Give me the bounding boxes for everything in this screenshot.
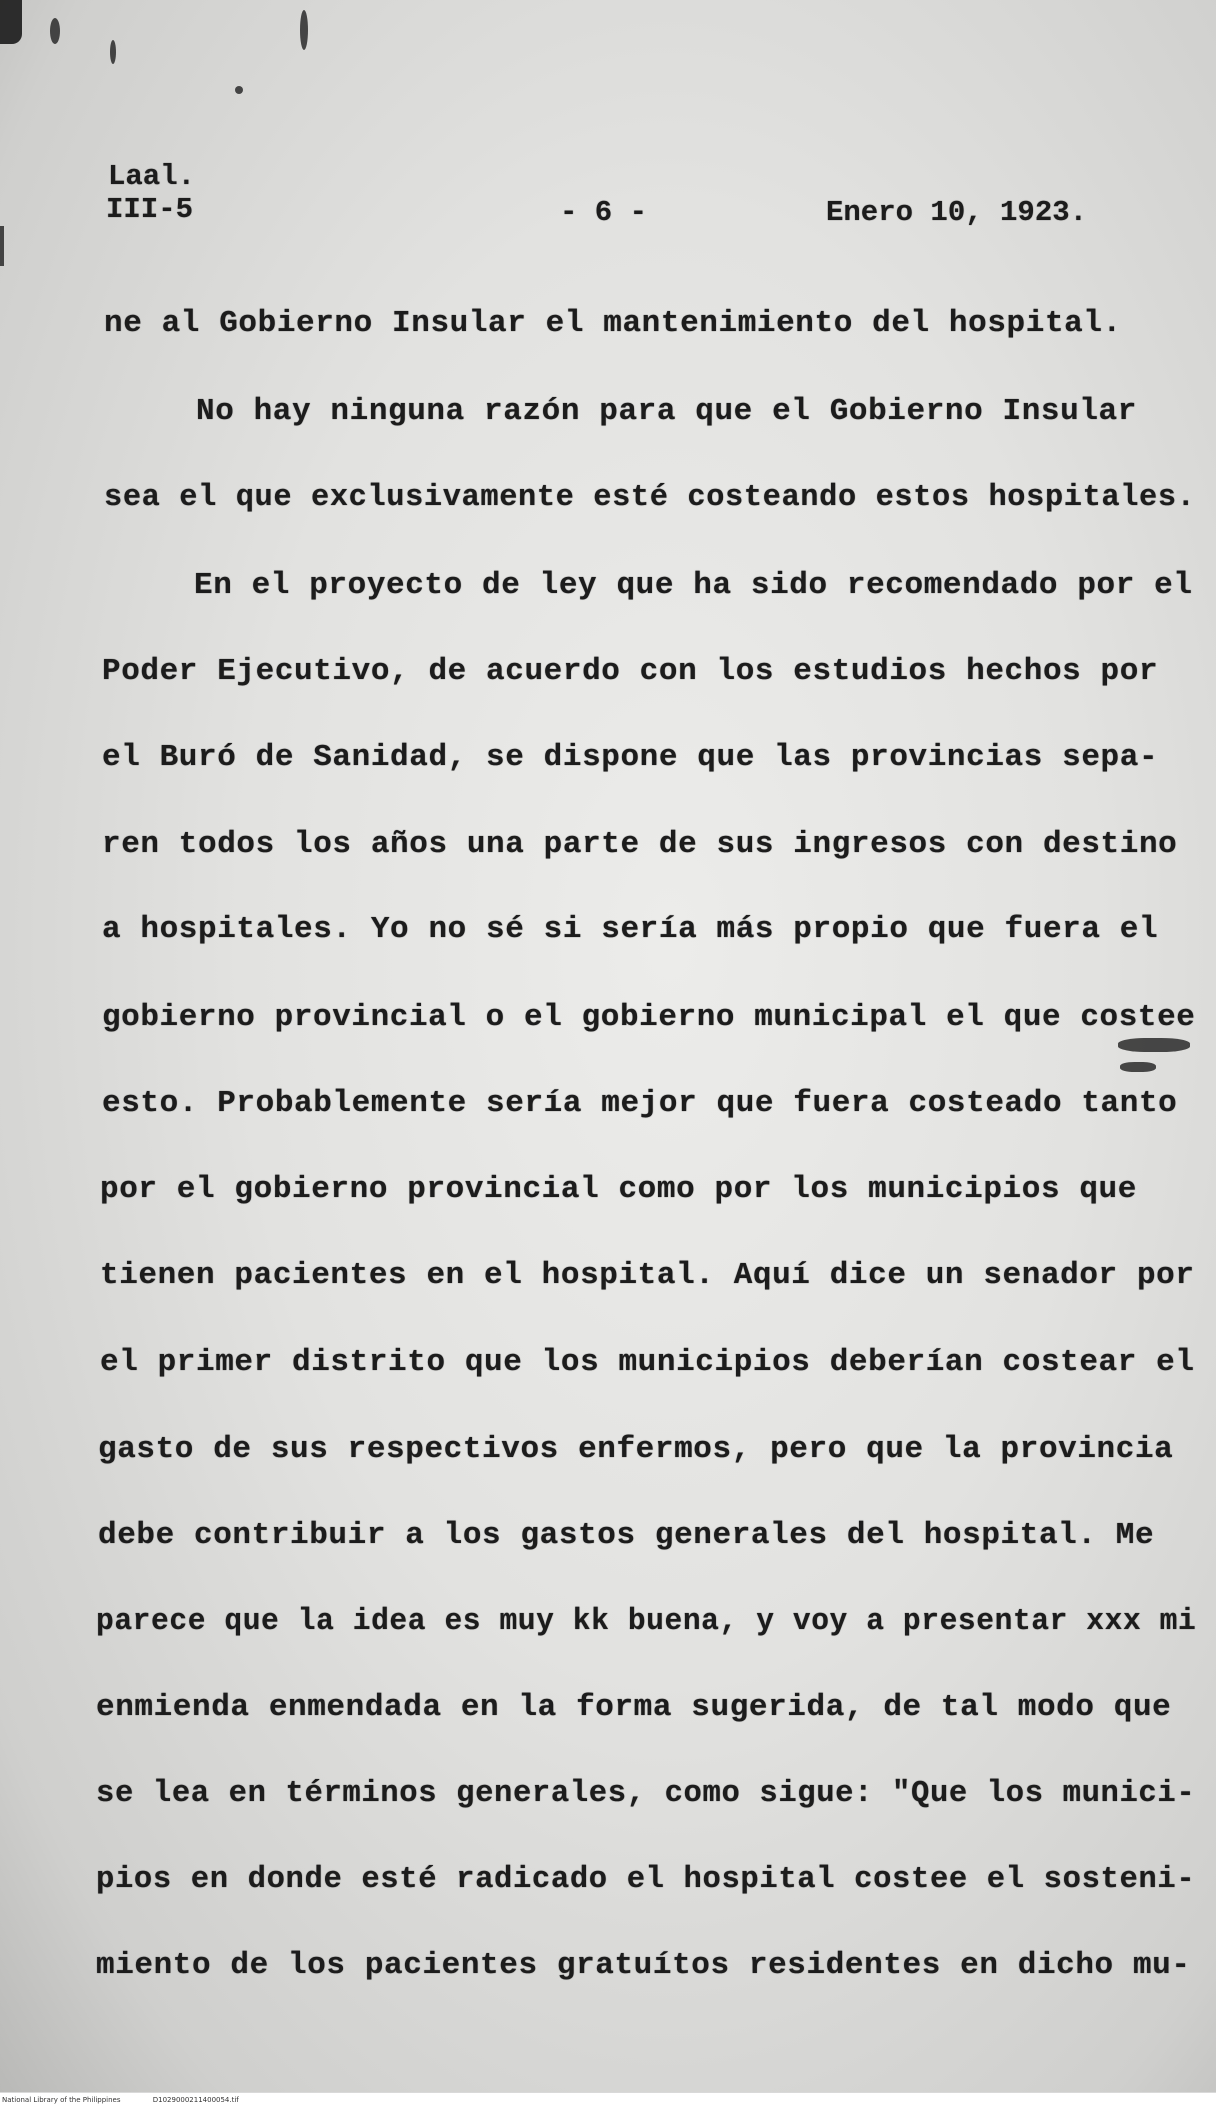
scan-artifact xyxy=(1118,1038,1190,1052)
scan-artifact xyxy=(110,40,116,64)
text-line: esto. Probablemente sería mejor que fuera costeado tanto xyxy=(102,1086,1178,1121)
text-line: parece que la idea es muy kk buena, y voy a presentar xxx mi xyxy=(96,1604,1197,1639)
scan-artifact xyxy=(0,226,4,266)
scan-artifact xyxy=(1120,1062,1156,1072)
text-line: sea el que exclusivamente esté costeando estos hospitales. xyxy=(104,480,1196,515)
text-line: miento de los pacientes gratuítos residentes en dicho mu- xyxy=(96,1948,1191,1983)
text-line: gasto de sus respectivos enfermos, pero que la provincia xyxy=(98,1432,1174,1467)
text-line: tienen pacientes en el hospital. Aquí dice un senador por xyxy=(100,1258,1195,1293)
text-line: el primer distrito que los municipios deberían costear el xyxy=(100,1345,1195,1380)
header-date: Enero 10, 1923. xyxy=(826,196,1088,229)
scan-artifact xyxy=(235,86,243,94)
scan-footer xyxy=(0,2093,1216,2108)
scan-artifact xyxy=(300,10,308,50)
scan-artifact xyxy=(0,0,22,44)
text-line: a hospitales. Yo no sé si sería más propio que fuera el xyxy=(102,912,1159,947)
text-line: No hay ninguna razón para que el Gobierno Insular xyxy=(196,394,1137,429)
footer-reference: D1029000211400054.tif xyxy=(152,2096,239,2104)
header-ref-line2: III-5 xyxy=(106,193,194,226)
text-line: ne al Gobierno Insular el mantenimiento del hospital. xyxy=(104,306,1122,341)
scan-artifact xyxy=(50,18,60,44)
header-ref-line1: Laal. xyxy=(108,160,196,193)
footer-source: National Library of the Philippines xyxy=(2,2096,121,2104)
text-line: debe contribuir a los gastos generales del hospital. Me xyxy=(98,1518,1155,1553)
text-line: Poder Ejecutivo, de acuerdo con los estudios hechos por xyxy=(102,654,1159,689)
text-line: En el proyecto de ley que ha sido recomendado por el xyxy=(194,568,1193,603)
text-line: gobierno provincial o el gobierno municipal el que costee xyxy=(102,1000,1196,1035)
text-line: el Buró de Sanidad, se dispone que las provincias sepa- xyxy=(102,740,1159,775)
text-line: pios en donde esté radicado el hospital costee el sosteni- xyxy=(96,1862,1196,1897)
text-line: ren todos los años una parte de sus ingresos con destino xyxy=(102,827,1178,862)
text-line: por el gobierno provincial como por los municipios que xyxy=(100,1172,1137,1207)
text-line: enmienda enmendada en la forma sugerida, de tal modo que xyxy=(96,1690,1172,1725)
text-line: se lea en términos generales, como sigue: "Que los munici- xyxy=(96,1776,1196,1811)
page-number: - 6 - xyxy=(560,196,648,229)
